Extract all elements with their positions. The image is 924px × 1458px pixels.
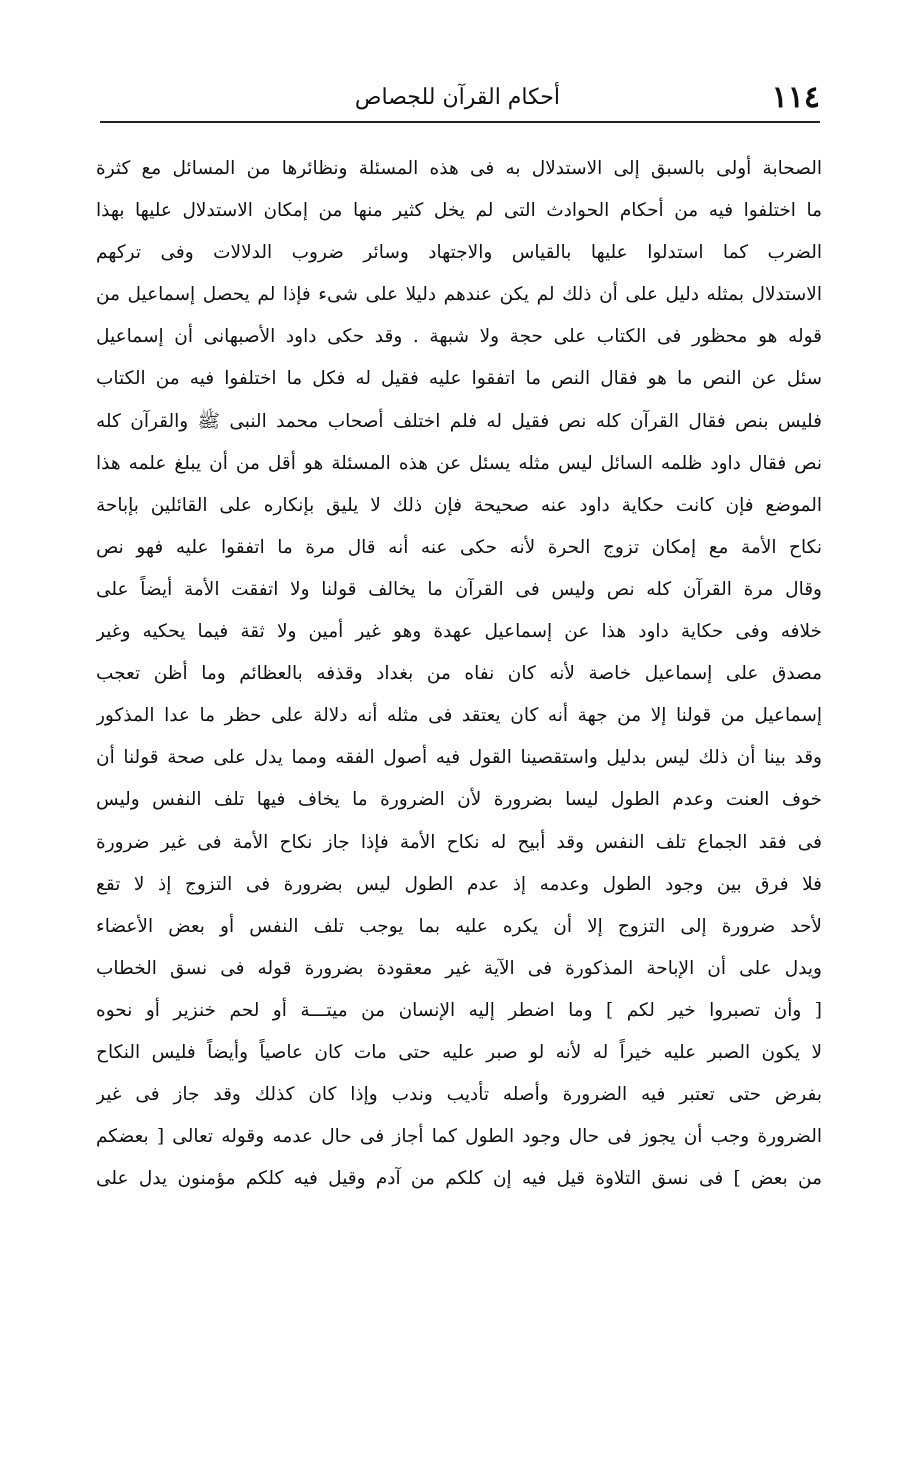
text-line: ما اختلفوا فيه من أحكام الحوادث التى لم يخل كثير منها من إمكان الاستدلال عليها بهذا (96, 200, 822, 222)
header-rule (100, 121, 820, 123)
text-line: فليس بنص فقال القرآن كله نص فقيل له فلم اختلف أصحاب محمد النبى ﷺ والقرآن كله (96, 410, 822, 432)
text-line: لأحد ضرورة إلى التزوج إلا أن يكره عليه بما يوجب تلف النفس أو بعض الأعضاء (96, 915, 822, 937)
text-line: مصدق على إسماعيل خاصة لأنه كان نفاه من بغداد وقذفه بالعظائم وما أظن تعجب (96, 663, 822, 685)
text-line: خوف العنت وعدم الطول ليسا بضرورة لأن الضرورة ما يخاف فيها تلف النفس وليس (96, 789, 822, 811)
text-line: الضرب كما استدلوا عليها بالقياس والاجتهاد وسائر ضروب الدلالات وفى تركهم (96, 242, 822, 264)
text-line: وقال مرة القرآن كله نص وليس فى القرآن ما يخالف قولنا ولا اتفقت الأمة أيضاً على (96, 578, 822, 600)
text-line: فلا فرق بين وجود الطول وعدمه إذ عدم الطول ليس بضرورة فى التزوج إذ لا تقع (96, 873, 822, 895)
text-line: قوله هو محظور فى الكتاب على حجة ولا شبهة . وقد حكى داود الأصبهانى أن إسماعيل (96, 326, 822, 348)
text-line: [ وأن تصبروا خير لكم ] وما اضطر إليه الإنسان من ميتـــة أو لحم خنزير أو نحوه (96, 999, 822, 1021)
text-line: ويدل على أن الإباحة المذكورة فى الآية غير معقودة بضرورة قوله فى نسق الخطاب (96, 957, 822, 979)
text-line: الاستدلال بمثله دليل على أن ذلك لم يكن عندهم دليلا على شىء فإذا لم يحصل إسماعيل من (96, 284, 822, 306)
text-line: إسماعيل من قولنا إلا من جهة أنه كان يعتقد فى مثله أنه دلالة على حظر ما عدا المذكور (96, 705, 822, 727)
running-header (100, 78, 820, 118)
page-number: ١١٤ (771, 80, 820, 115)
text-line: الضرورة وجب أن يجوز فى حال وجود الطول كما أجاز فى حال عدمه وقوله تعالى [ بعضكم (96, 1126, 822, 1148)
text-line: فى فقد الجماع تلف النفس وقد أبيح له نكاح الأمة فإذا جاز نكاح الأمة فى غير ضرورة (96, 831, 822, 853)
text-line: خلافه وفى حكاية داود هذا عن إسماعيل عهدة وهو غير أمين ولا ثقة فيما يحكيه وغير (96, 621, 822, 643)
body-text (96, 148, 822, 1200)
text-line: الصحابة أولى بالسبق إلى الاستدلال به فى هذه المسئلة ونظائرها من المسائل مع كثرة (96, 158, 822, 179)
text-line: وقد بينا أن ذلك ليس بدليل واستقصينا القول فيه أصول الفقه ومما يدل على صحة قولنا أن (96, 747, 822, 769)
text-line: سئل عن النص ما هو فقال النص ما اتفقوا عليه فقيل له فكل ما اختلفوا فيه من الكتاب (96, 368, 822, 390)
text-line: بفرض حتى تعتبر فيه الضرورة وأصله تأديب وندب وإذا كان كذلك وقد جاز فى غير (96, 1084, 822, 1106)
running-title: أحكام القرآن للجصاص (354, 85, 560, 110)
text-line: نكاح الأمة مع إمكان تزوج الحرة لأنه حكى عنه أنه قال مرة ما اتفقوا عليه فهو نص (96, 536, 822, 558)
text-line: من بعض ] فى نسق التلاوة قيل فيه إن كلكم من آدم وقيل فيه كلكم مؤمنون يدل على (96, 1168, 822, 1190)
text-line: الموضع فإن كانت حكاية داود عنه صحيحة فإن ذلك لا يليق بإنكاره على القائلين بإباحة (96, 494, 822, 516)
text-line: لا يكون الصبر عليه خيراً له لأنه لو صبر عليه حتى مات كان عاصياً وأيضاً فليس النكاح (96, 1041, 822, 1063)
text-line: نص فقال داود ظلمه السائل ليس مثله يسئل عن هذه المسئلة هو أقل من أن يبلغ علمه هذا (96, 452, 822, 474)
